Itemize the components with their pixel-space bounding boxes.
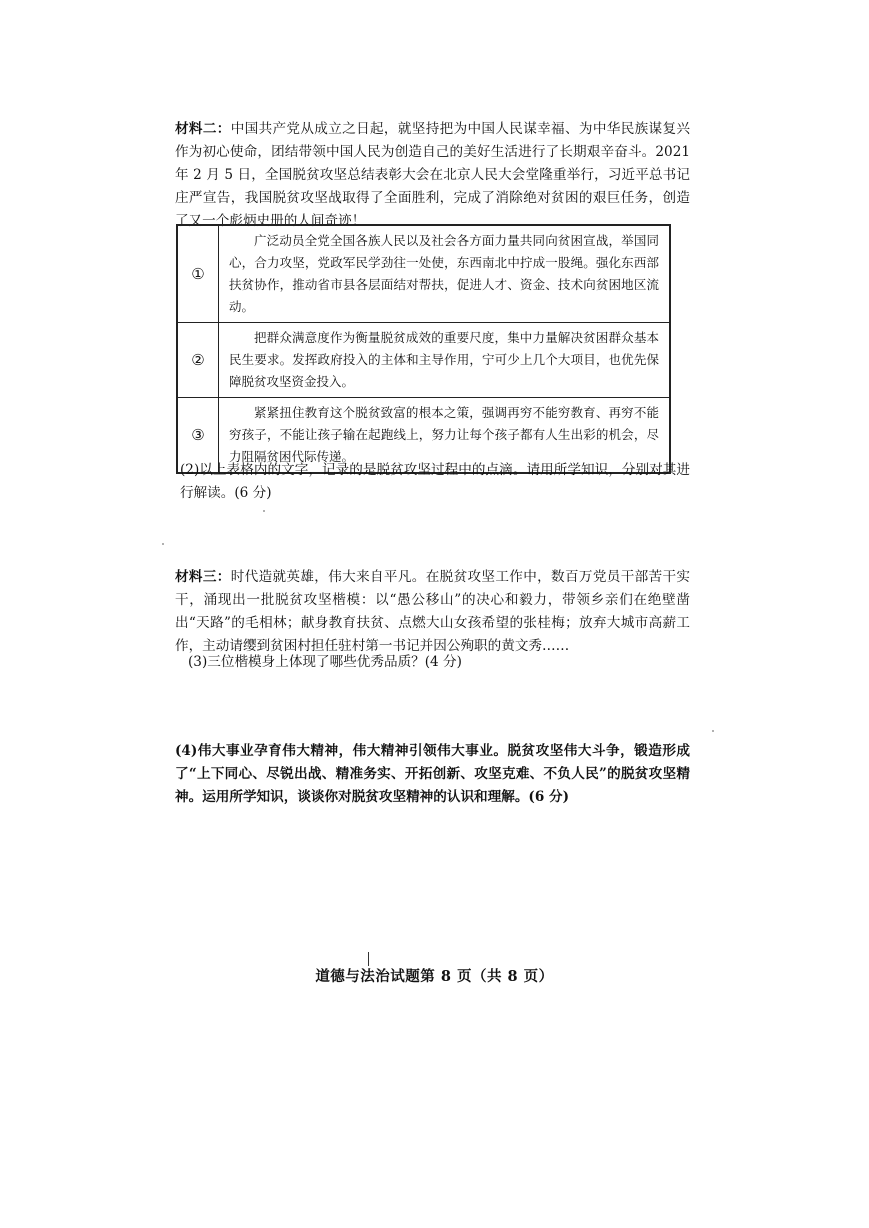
page-footer: 道德与法治试题第 8 页（共 8 页） bbox=[315, 968, 554, 985]
scan-speck bbox=[263, 510, 265, 512]
row-number: ① bbox=[177, 225, 219, 323]
row-number: ③ bbox=[177, 398, 219, 474]
material-two-text: 中国共产党从成立之日起，就坚持把为中国人民谋幸福、为中华民族谋复兴作为初心使命，团结带领中国人民为创造自己的美好生活进行了长期艰辛奋斗。2021 年 2 月 5 日，全国脱贫攻坚总结表彰大会在北京人民大会堂隆重举行，习近平总书记庄严宣告，我国脱贫攻坚战取得了全面胜利，完成了消除绝对贫困的艰巨任务，创造了又一个彪炳史册的人间奇迹！ bbox=[175, 121, 691, 229]
row-number: ② bbox=[177, 323, 219, 398]
material-two bbox=[175, 118, 690, 233]
scan-mark bbox=[368, 952, 369, 966]
table-row bbox=[177, 323, 670, 398]
material-three bbox=[175, 566, 690, 658]
table-row bbox=[177, 225, 670, 323]
question-four: (4)伟大事业孕育伟大精神，伟大精神引领伟大事业。脱贫攻坚伟大斗争，锻造形成了“上下同心、尽锐出战、精准务实、开拓创新、攻坚克难、不负人民”的脱贫攻坚精神。运用所学知识，谈谈你对脱贫攻坚精神的认识和理解。(6 分) bbox=[175, 743, 690, 805]
material-three-text: 时代造就英雄，伟大来自平凡。在脱贫攻坚工作中，数百万党员干部苦干实干，涌现出一批脱贫攻坚楷模：以“愚公移山”的决心和毅力，带领乡亲们在绝壁凿出“天路”的毛相林；献身教育扶贫、点燃大山女孩希望的张桂梅；放弃大城市高薪工作，主动请缨到贫困村担任驻村第一书记并因公殉职的黄文秀…… bbox=[175, 569, 691, 654]
row-text: 广泛动员全党全国各族人民以及社会各方面力量共同向贫困宣战，举国同心，合力攻坚，党政军民学劲往一处使，东西南北中拧成一股绳。强化东西部扶贫协作，推动省市县各层面结对帮扶，促进人才、资金、技术向贫困地区流动。 bbox=[219, 225, 671, 323]
material-three-label: 材料三： bbox=[175, 569, 231, 585]
row-text: 把群众满意度作为衡量脱贫成效的重要尺度，集中力量解决贫困群众基本民生要求。发挥政府投入的主体和主导作用，宁可少上几个大项目，也优先保障脱贫攻坚资金投入。 bbox=[219, 323, 671, 398]
scan-speck bbox=[162, 543, 164, 545]
material-two-label: 材料二： bbox=[175, 121, 231, 137]
row-text: 紧紧扭住教育这个脱贫致富的根本之策，强调再穷不能穷教育、再穷不能穷孩子，不能让孩子输在起跑线上，努力让每个孩子都有人生出彩的机会，尽力阻隔贫困代际传递。 bbox=[219, 398, 671, 474]
question-three: (3)三位楷模身上体现了哪些优秀品质？(4 分) bbox=[188, 654, 462, 670]
question-two: (2)以上表格内的文字，记录的是脱贫攻坚过程中的点滴。请用所学知识，分别对其进行解读。(6 分) bbox=[180, 462, 690, 501]
scan-speck bbox=[712, 730, 714, 732]
poverty-table bbox=[176, 224, 671, 474]
